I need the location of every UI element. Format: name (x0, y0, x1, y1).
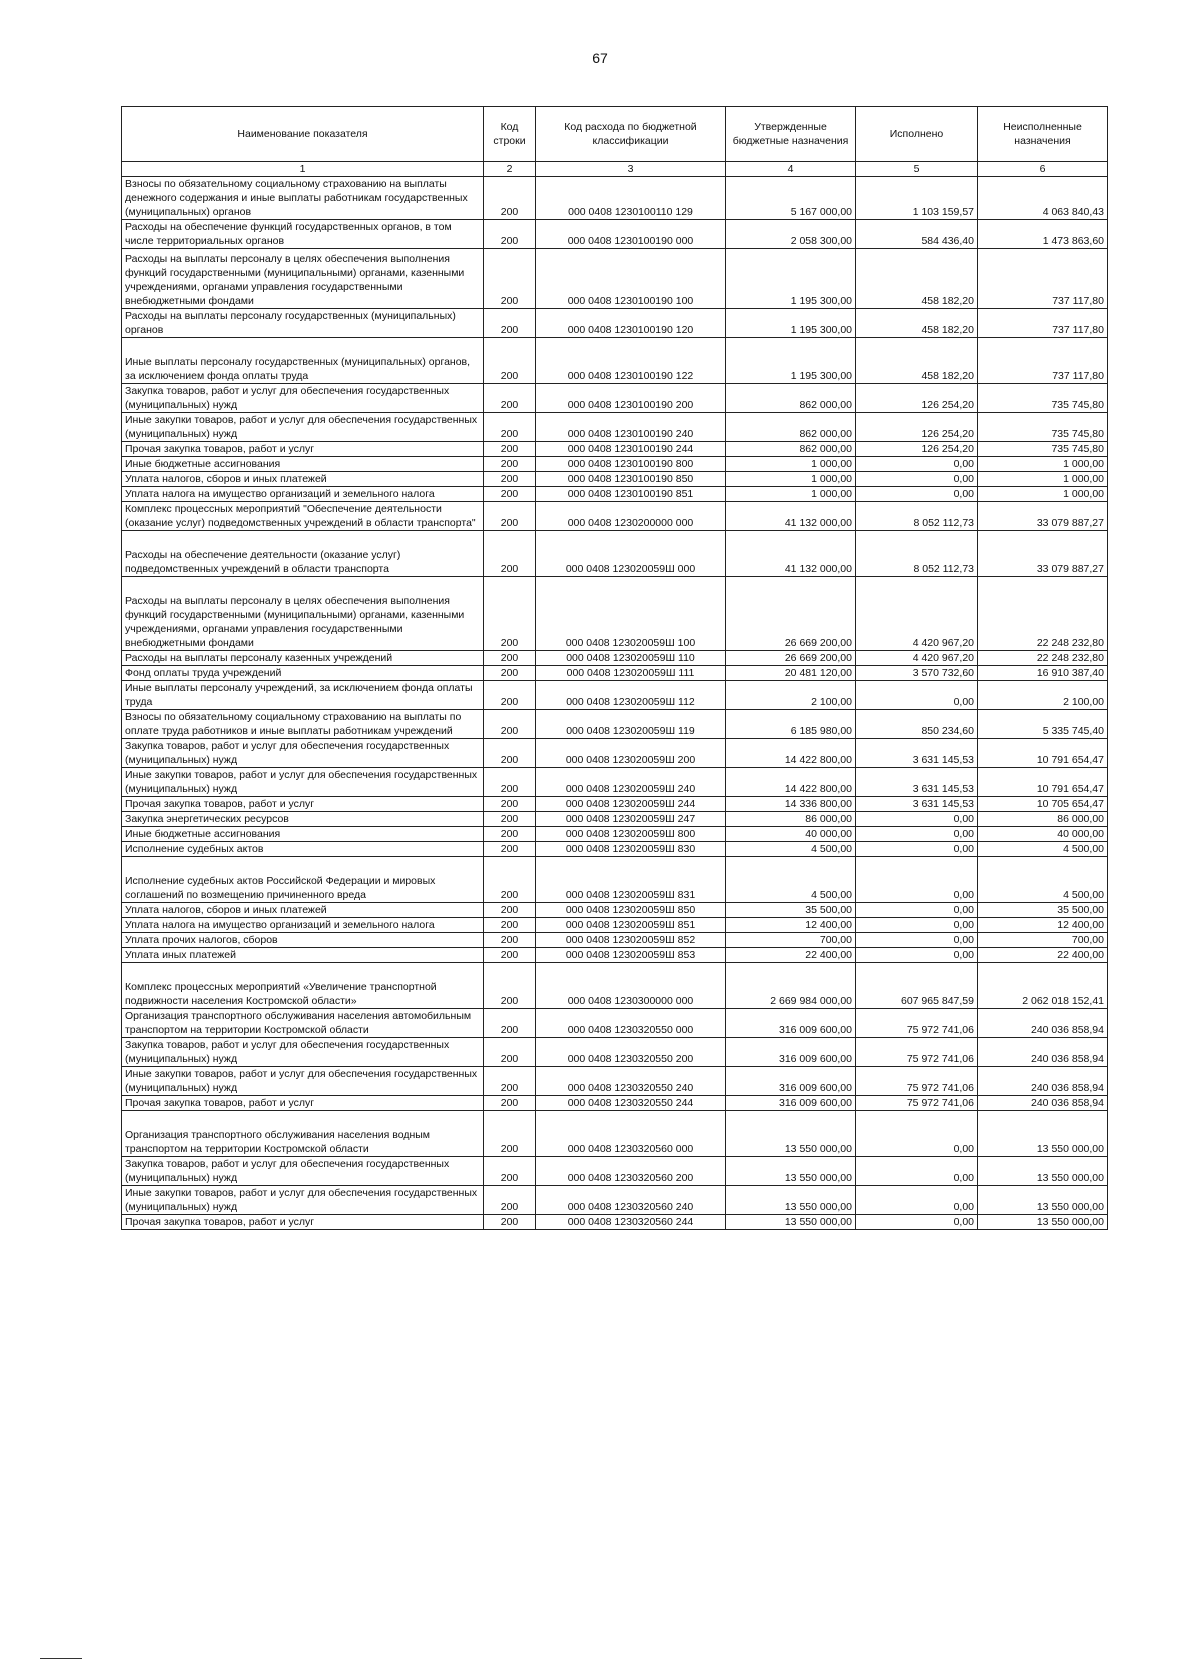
table-row (122, 1096, 1108, 1111)
row-kbk: 000 0408 123020059Ш 111 (536, 666, 726, 681)
row-code: 200 (484, 442, 536, 457)
row-unexecuted: 12 400,00 (978, 918, 1108, 933)
row-unexecuted: 22 248 232,80 (978, 577, 1108, 651)
row-approved: 41 132 000,00 (726, 502, 856, 531)
table-row (122, 842, 1108, 857)
row-name: Уплата налога на имущество организаций и земельного налога (122, 487, 484, 502)
row-unexecuted: 737 117,80 (978, 309, 1108, 338)
row-kbk: 000 0408 123020059Ш 119 (536, 710, 726, 739)
row-code: 200 (484, 177, 536, 220)
row-unexecuted: 735 745,80 (978, 384, 1108, 413)
row-unexecuted: 240 036 858,94 (978, 1038, 1108, 1067)
row-code: 200 (484, 903, 536, 918)
row-unexecuted: 33 079 887,27 (978, 531, 1108, 577)
row-name: Исполнение судебных актов Российской Федерации и мировых соглашений по возмещению причиненного вреда (122, 857, 484, 903)
row-unexecuted: 1 000,00 (978, 472, 1108, 487)
row-unexecuted: 4 500,00 (978, 842, 1108, 857)
row-executed: 75 972 741,06 (856, 1096, 978, 1111)
row-kbk: 000 0408 123020059Ш 800 (536, 827, 726, 842)
row-name: Уплата иных платежей (122, 948, 484, 963)
row-unexecuted: 10 791 654,47 (978, 768, 1108, 797)
table-row (122, 220, 1108, 249)
row-executed: 4 420 967,20 (856, 577, 978, 651)
column-number: 2 (484, 162, 536, 177)
table-row (122, 739, 1108, 768)
row-kbk: 000 0408 1230100190 244 (536, 442, 726, 457)
row-approved: 862 000,00 (726, 384, 856, 413)
row-unexecuted: 4 063 840,43 (978, 177, 1108, 220)
column-number: 3 (536, 162, 726, 177)
row-code: 200 (484, 1096, 536, 1111)
row-code: 200 (484, 1038, 536, 1067)
row-kbk: 000 0408 123020059Ш 831 (536, 857, 726, 903)
row-name: Прочая закупка товаров, работ и услуг (122, 1215, 484, 1230)
row-kbk: 000 0408 1230320550 240 (536, 1067, 726, 1096)
row-kbk: 000 0408 1230320550 244 (536, 1096, 726, 1111)
row-name: Уплата налога на имущество организаций и земельного налога (122, 918, 484, 933)
row-executed: 8 052 112,73 (856, 502, 978, 531)
row-kbk: 000 0408 1230100190 100 (536, 249, 726, 309)
row-approved: 700,00 (726, 933, 856, 948)
row-kbk: 000 0408 123020059Ш 110 (536, 651, 726, 666)
row-unexecuted: 22 400,00 (978, 948, 1108, 963)
row-name: Организация транспортного обслуживания населения водным транспортом на территории Костромской области (122, 1111, 484, 1157)
row-unexecuted: 2 062 018 152,41 (978, 963, 1108, 1009)
row-name: Организация транспортного обслуживания населения автомобильным транспортом на территории Костромской области (122, 1009, 484, 1038)
row-executed: 3 570 732,60 (856, 666, 978, 681)
row-approved: 13 550 000,00 (726, 1215, 856, 1230)
row-kbk: 000 0408 1230300000 000 (536, 963, 726, 1009)
column-number: 5 (856, 162, 978, 177)
table-row (122, 797, 1108, 812)
row-executed: 0,00 (856, 857, 978, 903)
row-executed: 8 052 112,73 (856, 531, 978, 577)
row-name: Расходы на выплаты персоналу казенных учреждений (122, 651, 484, 666)
page-number: 67 (592, 50, 608, 66)
table-row (122, 903, 1108, 918)
row-executed: 0,00 (856, 903, 978, 918)
row-executed: 0,00 (856, 948, 978, 963)
row-executed: 0,00 (856, 681, 978, 710)
row-approved: 2 058 300,00 (726, 220, 856, 249)
table-row (122, 457, 1108, 472)
row-name: Фонд оплаты труда учреждений (122, 666, 484, 681)
row-name: Уплата прочих налогов, сборов (122, 933, 484, 948)
row-code: 200 (484, 502, 536, 531)
row-unexecuted: 40 000,00 (978, 827, 1108, 842)
row-code: 200 (484, 812, 536, 827)
row-approved: 26 669 200,00 (726, 651, 856, 666)
header-row (122, 107, 1108, 162)
row-unexecuted: 735 745,80 (978, 442, 1108, 457)
row-executed: 75 972 741,06 (856, 1038, 978, 1067)
row-approved: 86 000,00 (726, 812, 856, 827)
row-kbk: 000 0408 1230200000 000 (536, 502, 726, 531)
row-code: 200 (484, 768, 536, 797)
row-approved: 14 422 800,00 (726, 768, 856, 797)
row-kbk: 000 0408 123020059Ш 112 (536, 681, 726, 710)
row-unexecuted: 737 117,80 (978, 338, 1108, 384)
row-unexecuted: 1 000,00 (978, 457, 1108, 472)
row-name: Иные выплаты персоналу учреждений, за исключением фонда оплаты труда (122, 681, 484, 710)
row-unexecuted: 1 473 863,60 (978, 220, 1108, 249)
row-kbk: 000 0408 1230320560 240 (536, 1186, 726, 1215)
row-name: Прочая закупка товаров, работ и услуг (122, 797, 484, 812)
row-approved: 1 000,00 (726, 457, 856, 472)
table-row (122, 309, 1108, 338)
row-executed: 0,00 (856, 812, 978, 827)
table-row (122, 827, 1108, 842)
row-executed: 0,00 (856, 827, 978, 842)
row-executed: 126 254,20 (856, 413, 978, 442)
row-unexecuted: 16 910 387,40 (978, 666, 1108, 681)
row-code: 200 (484, 666, 536, 681)
table-row (122, 502, 1108, 531)
row-code: 200 (484, 918, 536, 933)
column-number: 6 (978, 162, 1108, 177)
row-executed: 0,00 (856, 933, 978, 948)
table-row (122, 710, 1108, 739)
row-name: Закупка энергетических ресурсов (122, 812, 484, 827)
table-row (122, 487, 1108, 502)
row-name: Комплекс процессных мероприятий "Обеспечение деятельности (оказание услуг) подведомственных учреждений в области транспорта" (122, 502, 484, 531)
table-row (122, 933, 1108, 948)
row-executed: 607 965 847,59 (856, 963, 978, 1009)
table-row (122, 963, 1108, 1009)
table-row (122, 1111, 1108, 1157)
row-name: Иные закупки товаров, работ и услуг для обеспечения государственных (муниципальных) нужд (122, 413, 484, 442)
row-kbk: 000 0408 1230320560 000 (536, 1111, 726, 1157)
row-kbk: 000 0408 1230100190 240 (536, 413, 726, 442)
row-kbk: 000 0408 123020059Ш 200 (536, 739, 726, 768)
table-row (122, 531, 1108, 577)
table-row (122, 472, 1108, 487)
header-code: Код строки (484, 107, 536, 162)
row-approved: 26 669 200,00 (726, 577, 856, 651)
table-row (122, 948, 1108, 963)
row-unexecuted: 735 745,80 (978, 413, 1108, 442)
budget-execution-table (121, 106, 1108, 1230)
row-approved: 4 500,00 (726, 857, 856, 903)
row-executed: 0,00 (856, 842, 978, 857)
row-approved: 4 500,00 (726, 842, 856, 857)
row-unexecuted: 86 000,00 (978, 812, 1108, 827)
row-approved: 1 195 300,00 (726, 309, 856, 338)
table-row (122, 442, 1108, 457)
row-unexecuted: 13 550 000,00 (978, 1186, 1108, 1215)
row-unexecuted: 2 100,00 (978, 681, 1108, 710)
row-executed: 458 182,20 (856, 249, 978, 309)
row-name: Закупка товаров, работ и услуг для обеспечения государственных (муниципальных) нужд (122, 1038, 484, 1067)
row-name: Иные выплаты персоналу государственных (муниципальных) органов, за исключением фонда оплаты труда (122, 338, 484, 384)
row-approved: 14 422 800,00 (726, 739, 856, 768)
row-executed: 458 182,20 (856, 338, 978, 384)
row-code: 200 (484, 948, 536, 963)
row-unexecuted: 737 117,80 (978, 249, 1108, 309)
table-row (122, 338, 1108, 384)
row-kbk: 000 0408 1230100190 122 (536, 338, 726, 384)
table-row (122, 577, 1108, 651)
row-code: 200 (484, 472, 536, 487)
header-executed: Исполнено (856, 107, 978, 162)
row-executed: 0,00 (856, 487, 978, 502)
row-kbk: 000 0408 1230100190 000 (536, 220, 726, 249)
row-approved: 2 100,00 (726, 681, 856, 710)
row-code: 200 (484, 933, 536, 948)
table-row (122, 1215, 1108, 1230)
row-name: Расходы на выплаты персоналу государственных (муниципальных) органов (122, 309, 484, 338)
footer-rule (40, 1658, 82, 1659)
row-code: 200 (484, 577, 536, 651)
row-name: Иные закупки товаров, работ и услуг для обеспечения государственных (муниципальных) нужд (122, 1067, 484, 1096)
row-code: 200 (484, 338, 536, 384)
table-body (122, 177, 1108, 1230)
row-approved: 35 500,00 (726, 903, 856, 918)
row-unexecuted: 13 550 000,00 (978, 1111, 1108, 1157)
row-code: 200 (484, 681, 536, 710)
row-executed: 75 972 741,06 (856, 1067, 978, 1096)
row-kbk: 000 0408 1230100190 850 (536, 472, 726, 487)
row-name: Уплата налогов, сборов и иных платежей (122, 472, 484, 487)
row-approved: 316 009 600,00 (726, 1038, 856, 1067)
row-kbk: 000 0408 123020059Ш 000 (536, 531, 726, 577)
row-code: 200 (484, 1067, 536, 1096)
row-executed: 0,00 (856, 457, 978, 472)
table-row (122, 384, 1108, 413)
row-kbk: 000 0408 1230100190 851 (536, 487, 726, 502)
row-code: 200 (484, 1215, 536, 1230)
row-approved: 13 550 000,00 (726, 1111, 856, 1157)
row-name: Расходы на обеспечение деятельности (оказание услуг) подведомственных учреждений в области транспорта (122, 531, 484, 577)
row-unexecuted: 700,00 (978, 933, 1108, 948)
row-code: 200 (484, 827, 536, 842)
row-kbk: 000 0408 1230100190 200 (536, 384, 726, 413)
row-executed: 0,00 (856, 472, 978, 487)
row-executed: 1 103 159,57 (856, 177, 978, 220)
row-kbk: 000 0408 123020059Ш 830 (536, 842, 726, 857)
row-approved: 316 009 600,00 (726, 1096, 856, 1111)
row-name: Иные бюджетные ассигнования (122, 827, 484, 842)
row-kbk: 000 0408 1230320550 000 (536, 1009, 726, 1038)
table-row (122, 249, 1108, 309)
row-approved: 41 132 000,00 (726, 531, 856, 577)
row-name: Взносы по обязательному социальному страхованию на выплаты по оплате труда работников и иные выплаты работникам учреждений (122, 710, 484, 739)
row-code: 200 (484, 220, 536, 249)
table-row (122, 651, 1108, 666)
row-name: Расходы на обеспечение функций государственных органов, в том числе территориальных органов (122, 220, 484, 249)
table-row (122, 918, 1108, 933)
row-unexecuted: 5 335 745,40 (978, 710, 1108, 739)
row-approved: 22 400,00 (726, 948, 856, 963)
table-row (122, 413, 1108, 442)
row-unexecuted: 240 036 858,94 (978, 1009, 1108, 1038)
table-row (122, 857, 1108, 903)
row-code: 200 (484, 413, 536, 442)
row-name: Расходы на выплаты персоналу в целях обеспечения выполнения функций государственными (муниципальными) органами, казенными учреждениями, органами управления государственными внебюджетными фондами (122, 249, 484, 309)
row-approved: 316 009 600,00 (726, 1067, 856, 1096)
row-code: 200 (484, 797, 536, 812)
table-row (122, 768, 1108, 797)
table-row (122, 177, 1108, 220)
row-kbk: 000 0408 123020059Ш 850 (536, 903, 726, 918)
row-executed: 4 420 967,20 (856, 651, 978, 666)
row-executed: 0,00 (856, 1157, 978, 1186)
table-row (122, 1009, 1108, 1038)
row-code: 200 (484, 384, 536, 413)
row-unexecuted: 10 791 654,47 (978, 739, 1108, 768)
row-executed: 584 436,40 (856, 220, 978, 249)
row-kbk: 000 0408 123020059Ш 852 (536, 933, 726, 948)
table-row (122, 812, 1108, 827)
row-unexecuted: 1 000,00 (978, 487, 1108, 502)
row-approved: 1 195 300,00 (726, 338, 856, 384)
header-approved: Утвержденные бюджетные назначения (726, 107, 856, 162)
row-name: Прочая закупка товаров, работ и услуг (122, 442, 484, 457)
row-unexecuted: 240 036 858,94 (978, 1096, 1108, 1111)
row-kbk: 000 0408 123020059Ш 244 (536, 797, 726, 812)
row-code: 200 (484, 651, 536, 666)
row-code: 200 (484, 487, 536, 502)
row-code: 200 (484, 710, 536, 739)
row-approved: 14 336 800,00 (726, 797, 856, 812)
row-unexecuted: 13 550 000,00 (978, 1215, 1108, 1230)
row-code: 200 (484, 857, 536, 903)
row-name: Прочая закупка товаров, работ и услуг (122, 1096, 484, 1111)
row-code: 200 (484, 1111, 536, 1157)
row-executed: 0,00 (856, 1111, 978, 1157)
row-name: Иные бюджетные ассигнования (122, 457, 484, 472)
table-row (122, 1067, 1108, 1096)
row-kbk: 000 0408 123020059Ш 851 (536, 918, 726, 933)
row-unexecuted: 10 705 654,47 (978, 797, 1108, 812)
row-kbk: 000 0408 1230320560 200 (536, 1157, 726, 1186)
row-executed: 0,00 (856, 918, 978, 933)
header-unexecuted: Неисполненные назначения (978, 107, 1108, 162)
row-executed: 0,00 (856, 1215, 978, 1230)
row-code: 200 (484, 1009, 536, 1038)
column-number-row (122, 162, 1108, 177)
header-name: Наименование показателя (122, 107, 484, 162)
row-approved: 1 000,00 (726, 472, 856, 487)
row-code: 200 (484, 309, 536, 338)
row-unexecuted: 35 500,00 (978, 903, 1108, 918)
row-approved: 12 400,00 (726, 918, 856, 933)
row-executed: 3 631 145,53 (856, 768, 978, 797)
row-name: Комплекс процессных мероприятий «Увеличение транспортной подвижности населения Костромской области» (122, 963, 484, 1009)
table-row (122, 1157, 1108, 1186)
row-name: Уплата налогов, сборов и иных платежей (122, 903, 484, 918)
row-executed: 126 254,20 (856, 442, 978, 457)
row-code: 200 (484, 531, 536, 577)
row-code: 200 (484, 963, 536, 1009)
row-name: Иные закупки товаров, работ и услуг для обеспечения государственных (муниципальных) нужд (122, 1186, 484, 1215)
row-kbk: 000 0408 123020059Ш 247 (536, 812, 726, 827)
row-code: 200 (484, 842, 536, 857)
row-executed: 3 631 145,53 (856, 739, 978, 768)
row-name: Иные закупки товаров, работ и услуг для обеспечения государственных (муниципальных) нужд (122, 768, 484, 797)
table-row (122, 1038, 1108, 1067)
row-approved: 40 000,00 (726, 827, 856, 842)
row-approved: 13 550 000,00 (726, 1157, 856, 1186)
row-kbk: 000 0408 1230100110 129 (536, 177, 726, 220)
row-approved: 316 009 600,00 (726, 1009, 856, 1038)
row-code: 200 (484, 1157, 536, 1186)
row-approved: 20 481 120,00 (726, 666, 856, 681)
row-approved: 5 167 000,00 (726, 177, 856, 220)
row-executed: 850 234,60 (856, 710, 978, 739)
column-number: 1 (122, 162, 484, 177)
row-unexecuted: 4 500,00 (978, 857, 1108, 903)
row-approved: 13 550 000,00 (726, 1186, 856, 1215)
row-approved: 862 000,00 (726, 442, 856, 457)
row-kbk: 000 0408 1230320560 244 (536, 1215, 726, 1230)
row-executed: 0,00 (856, 1186, 978, 1215)
row-unexecuted: 13 550 000,00 (978, 1157, 1108, 1186)
column-number: 4 (726, 162, 856, 177)
row-kbk: 000 0408 123020059Ш 853 (536, 948, 726, 963)
row-approved: 6 185 980,00 (726, 710, 856, 739)
row-executed: 75 972 741,06 (856, 1009, 978, 1038)
table-row (122, 666, 1108, 681)
row-unexecuted: 22 248 232,80 (978, 651, 1108, 666)
row-kbk: 000 0408 123020059Ш 100 (536, 577, 726, 651)
row-code: 200 (484, 457, 536, 472)
row-executed: 3 631 145,53 (856, 797, 978, 812)
row-name: Закупка товаров, работ и услуг для обеспечения государственных (муниципальных) нужд (122, 1157, 484, 1186)
table-row (122, 681, 1108, 710)
header-kbk: Код расхода по бюджетной классификации (536, 107, 726, 162)
row-code: 200 (484, 739, 536, 768)
row-name: Исполнение судебных актов (122, 842, 484, 857)
row-kbk: 000 0408 1230100190 800 (536, 457, 726, 472)
row-executed: 458 182,20 (856, 309, 978, 338)
row-code: 200 (484, 1186, 536, 1215)
row-unexecuted: 240 036 858,94 (978, 1067, 1108, 1096)
row-code: 200 (484, 249, 536, 309)
row-unexecuted: 33 079 887,27 (978, 502, 1108, 531)
row-approved: 1 195 300,00 (726, 249, 856, 309)
row-executed: 126 254,20 (856, 384, 978, 413)
row-name: Закупка товаров, работ и услуг для обеспечения государственных (муниципальных) нужд (122, 739, 484, 768)
row-name: Закупка товаров, работ и услуг для обеспечения государственных (муниципальных) нужд (122, 384, 484, 413)
row-approved: 862 000,00 (726, 413, 856, 442)
row-name: Взносы по обязательному социальному страхованию на выплаты денежного содержания и иные выплаты работникам государственных (муниципальных) органов (122, 177, 484, 220)
row-kbk: 000 0408 1230320550 200 (536, 1038, 726, 1067)
row-approved: 1 000,00 (726, 487, 856, 502)
row-approved: 2 669 984 000,00 (726, 963, 856, 1009)
table-row (122, 1186, 1108, 1215)
row-kbk: 000 0408 123020059Ш 240 (536, 768, 726, 797)
row-kbk: 000 0408 1230100190 120 (536, 309, 726, 338)
row-name: Расходы на выплаты персоналу в целях обеспечения выполнения функций государственными (муниципальными) органами, казенными учреждениями, органами управления государственными внебюджетными фондами (122, 577, 484, 651)
